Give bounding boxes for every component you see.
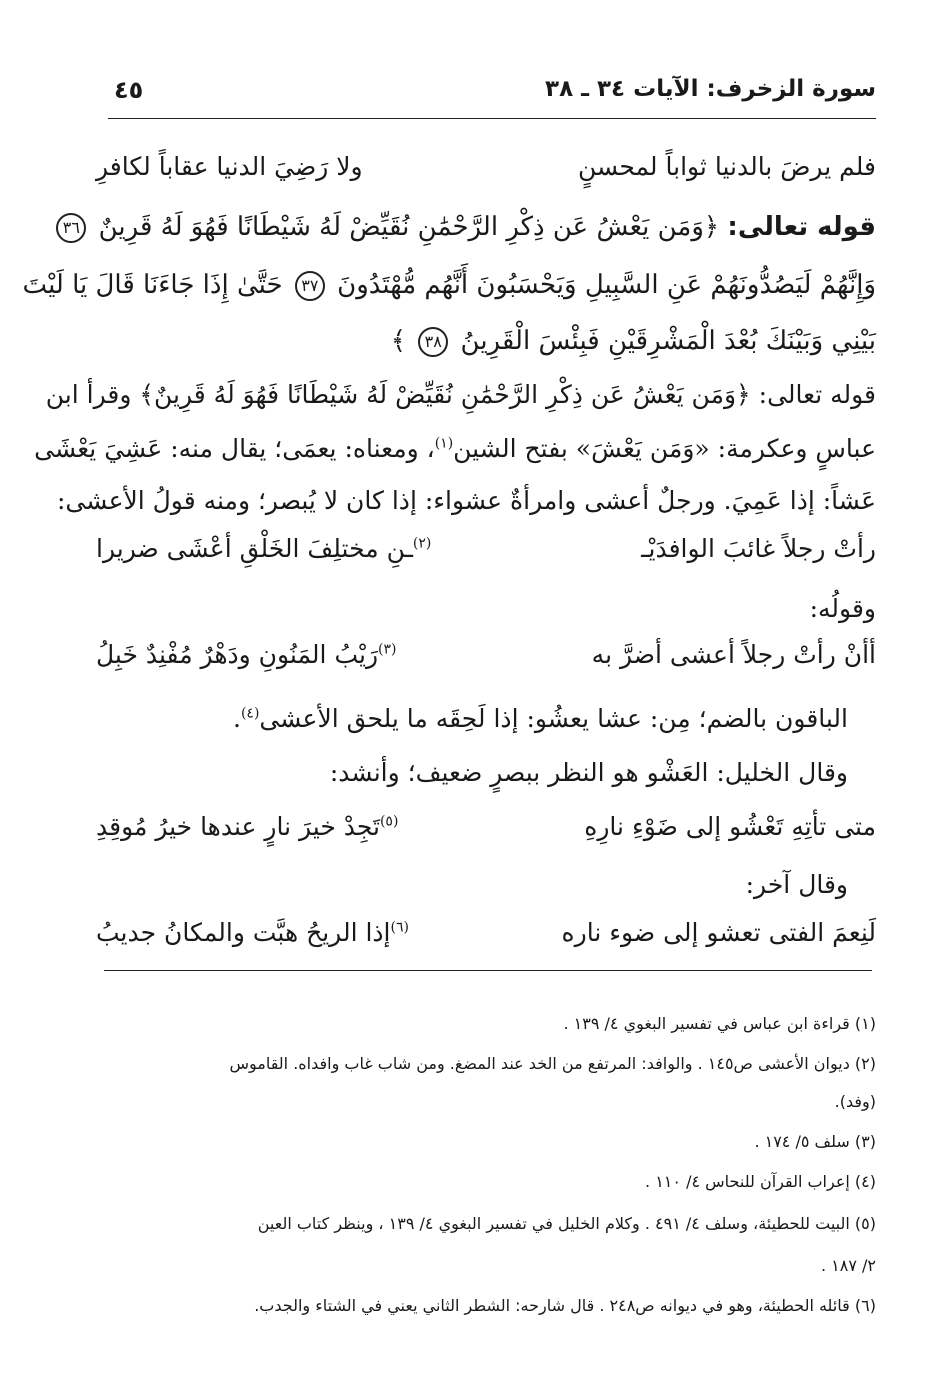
qala-akhar: وقال آخر:: [745, 870, 848, 899]
footnote-5-cont: ٢/ ١٨٧ .: [820, 1256, 876, 1275]
footnote-separator: [104, 970, 872, 971]
commentary-baqun: [104, 704, 848, 733]
verse-number-38: ٣٨: [418, 327, 448, 357]
footnote-ref-5: (٥): [379, 813, 399, 830]
footnote-3: (٣) سلف ٥/ ١٧٤ .: [754, 1132, 876, 1151]
quran-text-1: ﴿وَمَن يَعْشُ عَن ذِكْرِ الرَّحْمَٰنِ نُقَيِّضْ لَهُ شَيْطَانًا فَهُوَ لَهُ قَرِينٌ: [98, 212, 720, 242]
footnote-6: (٦) قائله الحطيئة، وهو في ديوانه ص٢٤٨ . قال شارحه: الشطر الثاني يعني في الشتاء والجدب.: [254, 1296, 876, 1315]
footnote-2-cont: (وفد).: [834, 1092, 876, 1111]
quran-lead: قوله تعالى:: [727, 212, 876, 242]
hemistich-left-text: إذا الريحُ هبَّت والمكانُ جديبُ: [96, 918, 391, 947]
baqun-text: الباقون بالضم؛ مِن: عشا يعشُو: إذا لَحِقَه ما يلحق الأعشى: [259, 704, 848, 733]
commentary-line-2a: عباسٍ وعكرمة: «وَمَن يَعْشَ» بفتح الشين: [453, 434, 876, 463]
footnote-ref-4: (٤): [240, 705, 260, 722]
hemistich-left-text: ـنِ مختلِفَ الخَلْقِ أعْشَى ضريرا: [96, 534, 413, 563]
footnote-ref-6: (٦): [390, 919, 409, 936]
baqun-end: .: [232, 704, 241, 733]
hemistich-left: [96, 640, 397, 669]
footnote-ref-1: (١): [434, 435, 454, 452]
hemistich-right: متى تأتِهِ تَعْشُو إلى ضَوْءِ نارِهِ: [584, 812, 876, 841]
commentary-line-2: [34, 434, 876, 463]
quran-text-3: بَيْنِي وَبَيْنَكَ بُعْدَ الْمَشْرِقَيْنِ فَبِئْسَ الْقَرِينُ: [460, 326, 876, 356]
hemistich-right: فلم يرضَ بالدنيا ثواباً لمحسنٍ: [578, 152, 876, 181]
commentary-khalil: وقال الخليل: العَشْو هو النظر ببصرٍ ضعيف؛ وأنشد:: [329, 758, 848, 787]
quran-line-1: [62, 212, 876, 243]
verse-number-36: ٣٦: [56, 213, 86, 243]
commentary-line-1: قوله تعالى: ﴿وَمَن يَعْشُ عَن ذِكْرِ الرَّحْمَٰنِ نُقَيِّضْ لَهُ شَيْطَانًا فَهُوَ لَهُ قَرِينٌ﴾ وقرأ ابن: [45, 380, 876, 409]
page-header: [108, 74, 876, 119]
footnote-2: (٢) ديوان الأعشى ص١٤٥ . والوافد: المرتفع من الخد عند المضغ. ومن شاب غاب وافداه. القاموس: [229, 1054, 876, 1073]
commentary-line-2b: ، ومعناه: يعمَى؛ يقال منه: عَشِيَ يَعْشَى: [34, 434, 435, 463]
verse-number-37: ٣٧: [295, 271, 325, 301]
page-title: سورة الزخرف: الآيات ٣٤ ـ ٣٨: [545, 76, 876, 102]
hemistich-left: [96, 918, 409, 947]
page-number: ٤٥: [114, 76, 144, 104]
quran-text-2a: وَإِنَّهُمْ لَيَصُدُّونَهُمْ عَنِ السَّبِيلِ وَيَحْسَبُونَ أَنَّهُم مُّهْتَدُونَ: [337, 270, 876, 300]
hemistich-left: [96, 812, 398, 841]
footnote-1: (١) قراءة ابن عباس في تفسير البغوي ٤/ ١٣٩ .: [563, 1014, 876, 1033]
footnote-5: (٥) البيت للحطيئة، وسلف ٤/ ٤٩١ . وكلام الخليل في تفسير البغوي ٤/ ١٣٩ ، وينظر كتاب العين: [257, 1214, 876, 1233]
hemistich-right: أأنْ رأتْ رجلاً أعشى أضرَّ به: [591, 640, 876, 669]
footnote-ref-2: (٢): [412, 535, 432, 552]
commentary-line-3: عَشاً: إذا عَمِيَ. ورجلٌ أعشى وامرأةٌ عشواء: إذا كان لا يُبصر؛ ومنه قولُ الأعشى:: [57, 486, 876, 515]
hemistich-left: [96, 534, 431, 563]
footnote-ref-3: (٣): [378, 641, 397, 658]
hemistich-left-text: تَجِدْ خيرَ نارٍ عندها خيرُ مُوقِدِ: [96, 812, 380, 841]
hemistich-right: رأتْ رجلاً غائبَ الوافدَيْـ: [641, 534, 876, 563]
quran-text-2b: حَتَّىٰ إِذَا جَاءَنَا قَالَ يَا لَيْتَ: [22, 270, 283, 300]
quran-close-bracket: ﴾: [390, 326, 406, 356]
quran-line-2: [22, 270, 876, 301]
footnote-4: (٤) إعراب القرآن للنحاس ٤/ ١١٠ .: [645, 1172, 876, 1191]
quran-line-3: [104, 326, 876, 357]
hemistich-left-text: رَيْبُ المَنُونِ ودَهْرٌ مُفْنِدٌ خَبِلُ: [96, 640, 379, 669]
waqawluhu: وقولُه:: [809, 594, 876, 623]
hemistich-right: لَنِعمَ الفتى تعشو إلى ضوء ناره: [561, 918, 876, 947]
hemistich-left: ولا رَضِيَ الدنيا عقاباً لكافرِ: [96, 152, 363, 181]
